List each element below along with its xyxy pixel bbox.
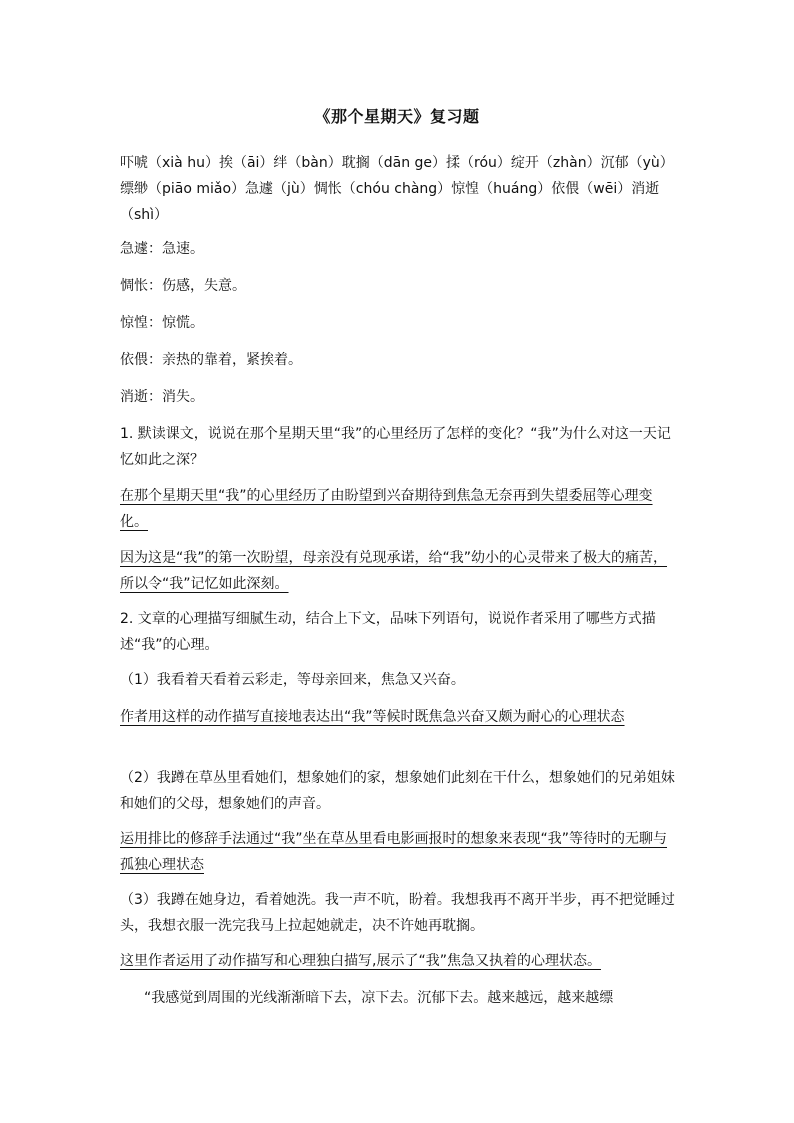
question-2: 2. 文章的心理描写细腻生动，结合上下文，品味下列语句，说说作者采用了哪些方式描述“我”的心理。: [120, 611, 656, 653]
definition-item: 消逝：消失。: [120, 389, 204, 405]
definition-item: 惆怅：伤感，失意。: [120, 278, 246, 294]
answer-1-part-2: 因为这是“我”的第一次盼望，母亲没有兑现承诺，给“我”幼小的心灵带来了极大的痛苦，所以令“我”记忆如此深刻。: [120, 550, 668, 592]
definition-item: 惊惶：惊慌。: [120, 315, 204, 331]
document-title: 《那个星期天》复习题: [314, 107, 480, 126]
answer-1-part-1: 在那个星期天里“我”的心里经历了由盼望到兴奋期待到焦急无奈再到失望委屈等心理变化。: [120, 488, 653, 530]
definition-item: 依偎：亲热的靠着，紧挨着。: [120, 352, 302, 368]
question-1: 1. 默读课文，说说在那个星期天里“我”的心里经历了怎样的变化？“我”为什么对这一天记忆如此之深？: [120, 426, 671, 468]
answer-2-3: 这里作者运用了动作描写和心理独白描写,展示了“我”焦急又执着的心理状态。: [120, 953, 601, 969]
question-2-sentence-3: （3）我蹲在她身边，看着她洗。我一声不吭，盼着。我想我再不离开半步，再不把觉睡过头，我想衣服一洗完我马上拉起她就走，决不许她再耽搁。: [120, 892, 675, 934]
answer-2-1: 作者用这样的动作描写直接地表达出“我”等候时既焦急兴奋又颇为耐心的心理状态: [120, 709, 625, 725]
answer-2-2: 运用排比的修辞手法通过“我”坐在草丛里看电影画报时的想象来表现“我”等待时的无聊与孤独心理状态: [120, 831, 668, 873]
question-2-sentence-2: （2）我蹲在草丛里看她们，想象她们的家，想象她们此刻在干什么，想象她们的兄弟姐妹和她们的父母，想象她们的声音。: [120, 770, 675, 812]
pinyin-paragraph: 吓唬（xià hu）挨（āi）绊（bàn）耽搁（dān ge）揉（róu）绽开（zhàn）沉郁（yù）缥缈（piāo miǎo）急遽（jù）惆怅（chóu chàng）惊惶（huáng）依偎（wēi）消逝（shì）: [120, 155, 674, 223]
definition-item: 急遽：急速。: [120, 241, 204, 257]
question-2-sentence-4: “我感觉到周围的光线渐渐暗下去，凉下去。沉郁下去。越来越远，越来越缥: [144, 990, 614, 1006]
question-2-sentence-1: （1）我看着天看着云彩走，等母亲回来，焦急又兴奋。: [120, 672, 465, 688]
